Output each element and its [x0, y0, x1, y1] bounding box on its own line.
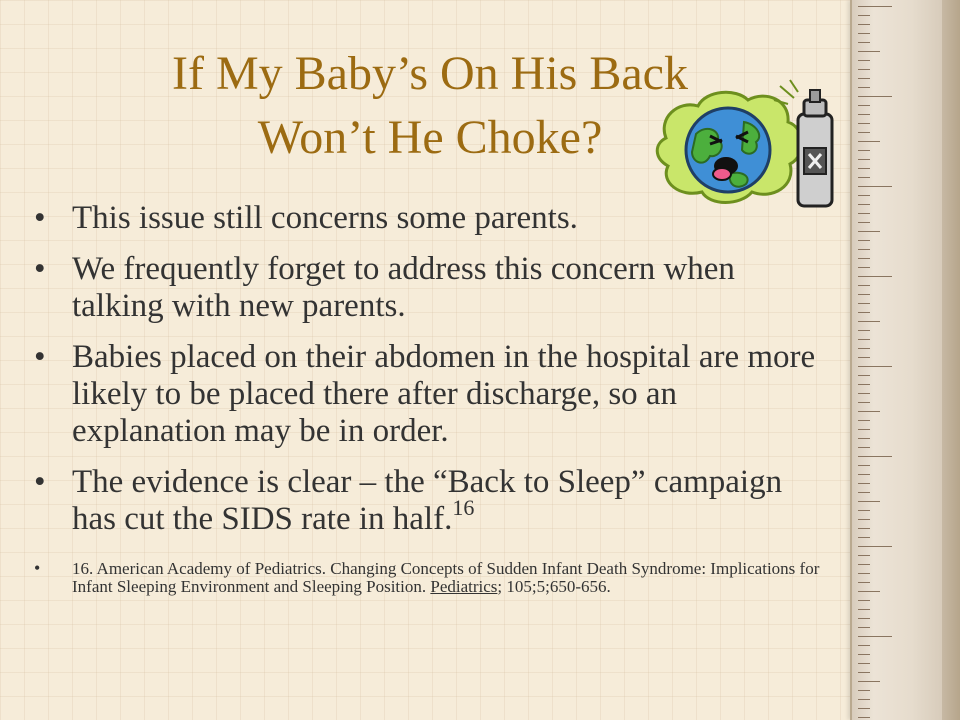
ruler-tick: [858, 159, 870, 160]
ruler-tick: [858, 699, 870, 700]
ruler-tick: [858, 609, 870, 610]
ruler-tick: [858, 618, 870, 619]
ruler-tick: [858, 285, 870, 286]
ruler-tick: [858, 654, 870, 655]
ruler-tick: [858, 438, 870, 439]
citation-superscript: 16: [452, 495, 475, 520]
reference-item: [34, 560, 834, 596]
ruler-tick: [858, 258, 870, 259]
ruler-tick: [858, 249, 870, 250]
ruler-tick: [858, 24, 870, 25]
ruler-tick: [858, 690, 870, 691]
ruler-tick: [858, 33, 870, 34]
ruler-tick: [858, 51, 880, 52]
ruler-tick: [858, 600, 870, 601]
ruler-tick: [858, 231, 880, 232]
reference-journal: Pediatrics: [430, 577, 498, 596]
ruler-tick: [858, 195, 870, 196]
ruler-tick: [858, 510, 870, 511]
ruler-tick: [858, 204, 870, 205]
ruler-tick: [858, 501, 880, 502]
ruler-tick: [858, 402, 870, 403]
ruler-tick: [858, 114, 870, 115]
ruler-tick: [858, 384, 870, 385]
bullet-text: Babies placed on their abdomen in the hospital are more likely to be placed there after discharge, so an explanation may be in order.: [72, 339, 816, 449]
ruler-tick: [858, 474, 870, 475]
bullet-text: The evidence is clear – the “Back to Sleep” campaign has cut the SIDS rate in half.: [72, 464, 783, 537]
ruler-tick: [858, 663, 870, 664]
choking-earth-with-spray-can-icon: [648, 78, 848, 218]
ruler-tick: [858, 312, 870, 313]
ruler-tick: [858, 15, 870, 16]
ruler-tick: [858, 348, 870, 349]
bullet-item: [34, 251, 834, 325]
ruler-tick: [858, 213, 870, 214]
ruler-tick: [858, 537, 870, 538]
ruler-tick: [858, 150, 870, 151]
ruler-tick: [858, 69, 870, 70]
ruler-tick: [858, 276, 892, 277]
ruler-tick: [858, 123, 870, 124]
spray-can-shape: [798, 90, 832, 206]
ruler-tick: [858, 519, 870, 520]
ruler-tick: [858, 339, 870, 340]
ruler-tick: [858, 240, 870, 241]
ruler-tick: [858, 546, 892, 547]
ruler-tick: [858, 681, 880, 682]
ruler-tick: [858, 636, 892, 637]
ruler-tick: [858, 96, 892, 97]
ruler-tick: [858, 465, 870, 466]
ruler-edge: [942, 0, 960, 720]
ruler-tick: [858, 78, 870, 79]
ruler-tick: [858, 708, 870, 709]
ruler-tick: [858, 141, 880, 142]
ruler-tick: [858, 420, 870, 421]
ruler-tick: [858, 564, 870, 565]
ruler-tick: [858, 105, 870, 106]
ruler-decoration: [850, 0, 960, 720]
ruler-tick: [858, 447, 870, 448]
ruler-tick: [858, 591, 880, 592]
ruler-tick: [858, 303, 870, 304]
ruler-tick: [858, 528, 870, 529]
ruler-tick: [858, 456, 892, 457]
ruler-tick: [858, 555, 870, 556]
ruler-tick: [858, 6, 892, 7]
ruler-tick: [858, 186, 892, 187]
ruler-tick: [858, 60, 870, 61]
ruler-tick: [858, 645, 870, 646]
ruler-tick: [858, 267, 870, 268]
ruler-tick: [858, 132, 870, 133]
ruler-tick: [858, 717, 870, 718]
ruler-tick: [858, 366, 892, 367]
ruler-tick: [858, 87, 870, 88]
ruler-tick: [858, 168, 870, 169]
ruler-tick: [858, 177, 870, 178]
reference-text: 16. American Academy of Pediatrics. Changing Concepts of Sudden Infant Death Syndrome: Implications for Infant Sleeping Environment and Sleeping Position.: [72, 559, 820, 596]
bullet-item: [34, 339, 834, 450]
ruler-tick: [858, 222, 870, 223]
ruler-tick: [858, 330, 870, 331]
title-line-2: Won’t He Choke?: [257, 111, 603, 164]
ruler-tick: [858, 357, 870, 358]
ruler-tick: [858, 393, 870, 394]
ruler-tick: [858, 492, 870, 493]
bullet-text: This issue still concerns some parents.: [72, 200, 578, 236]
ruler-tick: [858, 483, 870, 484]
ruler-tick: [858, 627, 870, 628]
ruler-tick: [858, 582, 870, 583]
ruler-tick: [858, 375, 870, 376]
ruler-tick: [858, 672, 870, 673]
title-line-1: If My Baby’s On His Back: [172, 47, 688, 100]
ruler-tick: [858, 411, 880, 412]
ruler-tick: [858, 573, 870, 574]
bullet-item: [34, 464, 834, 538]
ruler-tick: [858, 321, 880, 322]
bullet-text: We frequently forget to address this concern when talking with new parents.: [72, 251, 735, 324]
ruler-tick: [858, 42, 870, 43]
bullet-list: [34, 200, 834, 596]
ruler-tick: [858, 429, 870, 430]
reference-citation: ; 105;5;650-656.: [497, 577, 611, 596]
ruler-tick: [858, 294, 870, 295]
